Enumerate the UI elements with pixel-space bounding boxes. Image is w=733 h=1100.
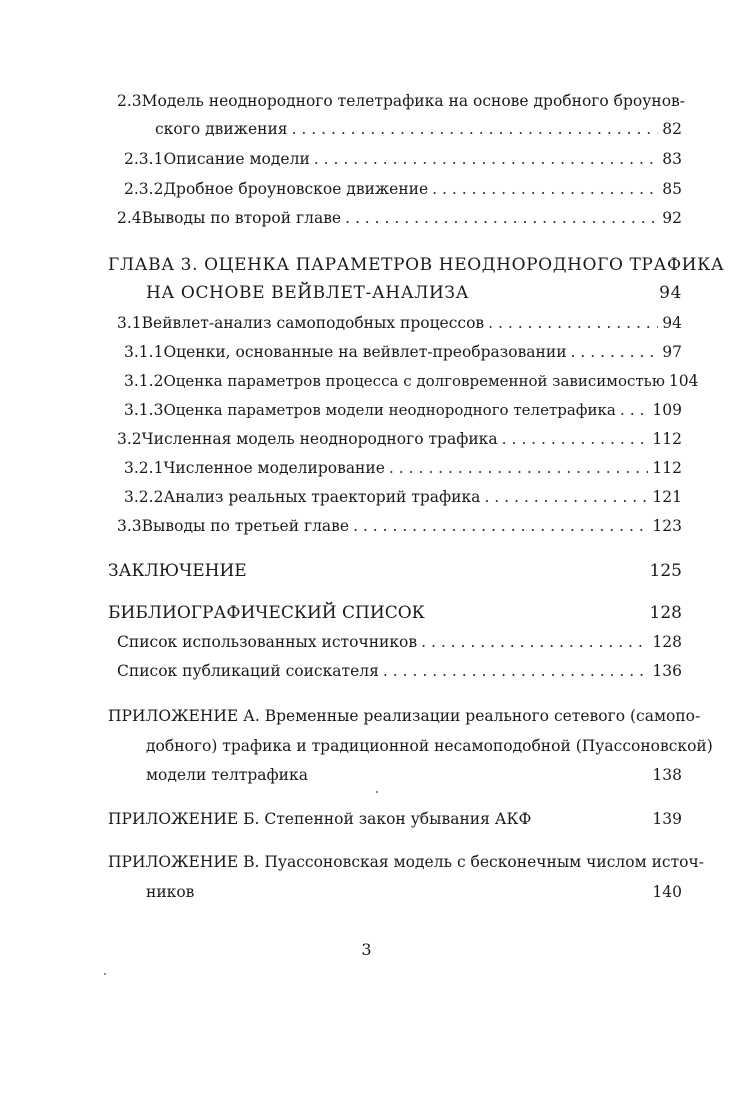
entry-title: Модель неоднородного телетрафика на основе дробного броунов- <box>141 92 685 110</box>
dot-leader <box>502 430 649 448</box>
scan-speck <box>104 973 106 975</box>
dot-leader <box>383 662 648 680</box>
entry-page: 82 <box>662 120 682 138</box>
appendix-title: ПРИЛОЖЕНИЕ Б. Степенной закон убывания АКФ <box>108 810 532 828</box>
appendix-title: ПРИЛОЖЕНИЕ В. Пуассоновская модель с бесконечным числом источ- <box>108 853 704 871</box>
dot-leader <box>488 314 658 332</box>
entry-page: 136 <box>652 662 682 680</box>
entry-title: Анализ реальных траекторий трафика <box>163 488 481 506</box>
toc-appendix-a-line2 <box>146 737 713 755</box>
entry-title-continued: ского движения <box>155 120 288 138</box>
toc-entry-3-3 <box>117 517 682 535</box>
entry-page: 112 <box>652 430 682 448</box>
entry-title: Описание модели <box>163 150 310 168</box>
toc-sources-list <box>117 633 682 651</box>
dot-leader <box>292 120 659 138</box>
appendix-title: ПРИЛОЖЕНИЕ А. Временные реализации реального сетевого (самопо- <box>108 707 701 725</box>
entry-page: 123 <box>652 517 682 535</box>
entry-title: Численная модель неоднородного трафика <box>141 430 498 448</box>
entry-title: Список использованных источников <box>117 633 418 651</box>
toc-appendix-a-line1 <box>108 707 701 725</box>
entry-number: 3.1.2 <box>124 372 164 390</box>
chapter-title-continued: НА ОСНОВЕ ВЕЙВЛЕТ-АНАЛИЗА <box>146 283 470 303</box>
toc-entry-2-4 <box>117 209 682 227</box>
scan-speck <box>376 791 378 793</box>
entry-title: Список публикаций соискателя <box>117 662 379 680</box>
entry-title: Оценка параметров процесса с долговременной зависимостью <box>163 372 665 390</box>
entry-number: 3.3 <box>117 517 142 535</box>
toc-chapter-3-line1 <box>108 255 725 275</box>
toc-appendix-b <box>108 810 682 828</box>
entry-number: 3.2 <box>117 430 142 448</box>
entry-number: 3.1.1 <box>124 343 164 361</box>
entry-page: 109 <box>652 401 682 419</box>
toc-entry-3-2-1 <box>124 459 682 477</box>
entry-title: Вейвлет-анализ самоподобных процессов <box>141 314 485 332</box>
toc-entry-3-2 <box>117 430 682 448</box>
entry-title: ЗАКЛЮЧЕНИЕ <box>108 561 247 581</box>
toc-entry-2-3-1 <box>124 150 682 168</box>
toc-appendix-a-line3 <box>146 766 682 784</box>
page-number: 3 <box>361 940 372 959</box>
entry-number: 2.3 <box>117 92 142 110</box>
entry-page: 128 <box>652 633 682 651</box>
entry-page: 104 <box>668 372 699 390</box>
appendix-title-continued: добного) трафика и традиционной несамоподобной (Пуассоновской) <box>146 737 713 755</box>
dot-leader <box>353 517 648 535</box>
entry-page: 128 <box>649 603 682 623</box>
toc-chapter-3-line2 <box>146 283 682 303</box>
entry-page: 94 <box>659 283 682 303</box>
toc-publications-list <box>117 662 682 680</box>
toc-entry-3-1 <box>117 314 682 332</box>
entry-page: 112 <box>652 459 682 477</box>
appendix-title-continued: модели телтрафика <box>146 766 308 784</box>
toc-entry-3-2-2 <box>124 488 682 506</box>
dot-leader <box>389 459 649 477</box>
toc-entry-2-3-2 <box>124 180 682 198</box>
toc-bibliography <box>108 603 682 623</box>
appendix-title-continued: ников <box>146 883 195 901</box>
entry-page: 97 <box>662 343 682 361</box>
toc-entry-3-1-2 <box>124 372 699 390</box>
entry-page: 139 <box>652 810 682 828</box>
entry-title: Оценка параметров модели неоднородного телетрафика <box>163 401 616 419</box>
dot-leader <box>314 150 658 168</box>
toc-entry-2-3-line1 <box>117 92 685 110</box>
entry-number: 2.4 <box>117 209 142 227</box>
dot-leader <box>432 180 658 198</box>
toc-entry-2-3-line2 <box>155 120 682 138</box>
entry-title: Выводы по третьей главе <box>141 517 350 535</box>
toc-conclusion <box>108 561 682 581</box>
entry-page: 94 <box>662 314 682 332</box>
entry-title: Выводы по второй главе <box>141 209 342 227</box>
dot-leader <box>421 633 648 651</box>
entry-page: 125 <box>649 561 682 581</box>
entry-page: 140 <box>652 883 682 901</box>
entry-page: 121 <box>652 488 682 506</box>
dot-leader <box>620 401 649 419</box>
toc-appendix-v-line2 <box>146 883 682 901</box>
entry-number: 3.1 <box>117 314 142 332</box>
entry-title: БИБЛИОГРАФИЧЕСКИЙ СПИСОК <box>108 603 425 623</box>
entry-number: 3.2.2 <box>124 488 164 506</box>
toc-entry-3-1-1 <box>124 343 682 361</box>
entry-title: Дробное броуновское движение <box>163 180 429 198</box>
entry-number: 2.3.2 <box>124 180 164 198</box>
toc-appendix-v-line1 <box>108 853 704 871</box>
dot-leader <box>345 209 658 227</box>
entry-number: 3.1.3 <box>124 401 164 419</box>
entry-page: 138 <box>652 766 682 784</box>
entry-number: 3.2.1 <box>124 459 164 477</box>
entry-page: 92 <box>662 209 682 227</box>
entry-title: Оценки, основанные на вейвлет-преобразовании <box>163 343 567 361</box>
entry-number: 2.3.1 <box>124 150 164 168</box>
toc-entry-3-1-3 <box>124 401 682 419</box>
chapter-title: ГЛАВА 3. ОЦЕНКА ПАРАМЕТРОВ НЕОДНОРОДНОГО ТРАФИКА <box>108 255 725 275</box>
entry-page: 83 <box>662 150 682 168</box>
entry-title: Численное моделирование <box>163 459 385 477</box>
dot-leader <box>571 343 659 361</box>
entry-page: 85 <box>662 180 682 198</box>
dot-leader <box>484 488 648 506</box>
